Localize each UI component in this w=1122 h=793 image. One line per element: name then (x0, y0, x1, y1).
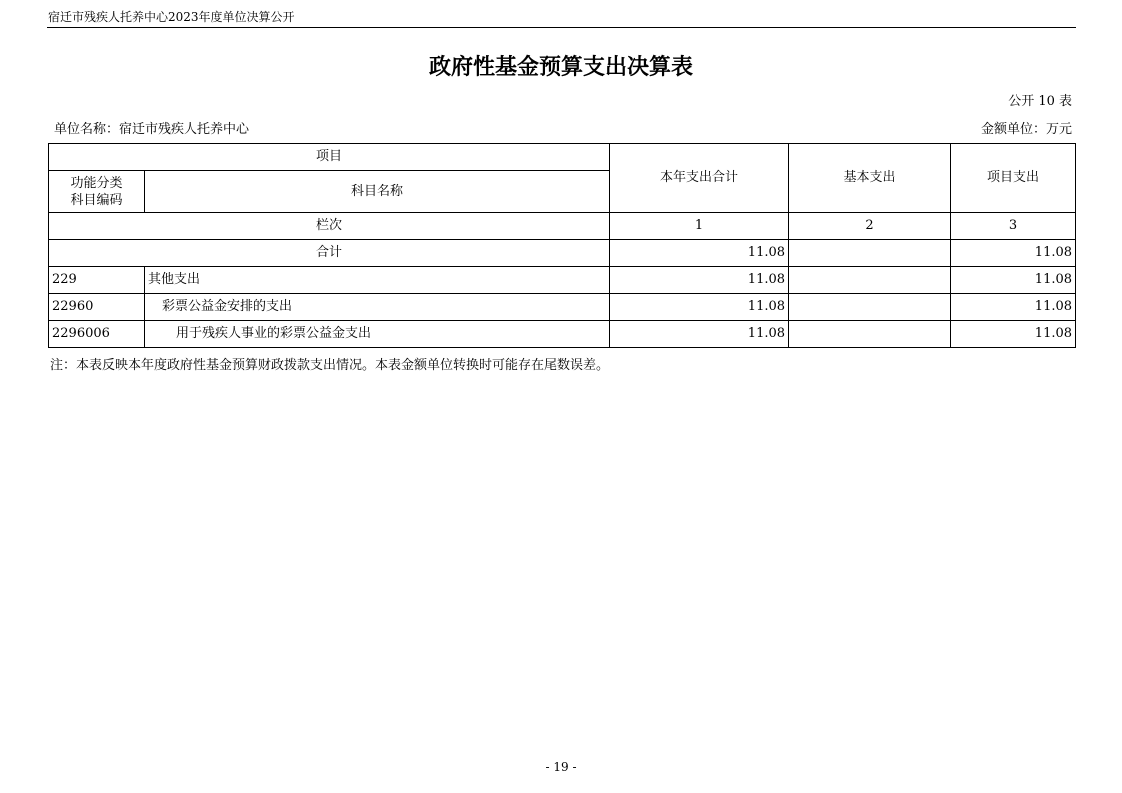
row-code: 2296006 (49, 321, 145, 348)
row-total: 11.08 (610, 294, 789, 321)
header-project: 项目 (49, 144, 610, 171)
table-row (49, 267, 1076, 294)
column-number-3: 3 (951, 213, 1076, 240)
table-header-row (49, 144, 1076, 171)
column-number-2: 2 (789, 213, 951, 240)
row-name: 其他支出 (145, 267, 610, 294)
column-number-1: 1 (610, 213, 789, 240)
amount-unit: 金额单位：万元 (980, 122, 1072, 137)
column-number-row (49, 213, 1076, 240)
total-label: 合计 (49, 240, 610, 267)
row-name: 彩票公益金安排的支出 (145, 294, 610, 321)
row-basic (789, 321, 951, 348)
row-code: 229 (49, 267, 145, 294)
row-basic (789, 267, 951, 294)
header-function-code-text: 功能分类 科目编码 (70, 175, 123, 208)
header-subject-name: 科目名称 (145, 171, 610, 213)
row-basic (789, 294, 951, 321)
document-title: 政府性基金预算支出决算表 (428, 55, 693, 80)
header-total: 本年支出合计 (610, 144, 789, 213)
total-amount: 11.08 (610, 240, 789, 267)
row-total: 11.08 (610, 267, 789, 294)
table-code: 公开 10 表 (1008, 94, 1072, 109)
row-project: 11.08 (951, 294, 1076, 321)
header-function-code (49, 171, 145, 213)
header-basic: 基本支出 (789, 144, 951, 213)
column-number-label: 栏次 (49, 213, 610, 240)
row-name: 用于残疾人事业的彩票公益金支出 (145, 321, 610, 348)
total-basic (789, 240, 951, 267)
total-project: 11.08 (951, 240, 1076, 267)
table-row (49, 321, 1076, 348)
row-project: 11.08 (951, 321, 1076, 348)
running-header: 宿迁市残疾人托养中心2023年度单位决算公开 (48, 10, 295, 24)
table-row (49, 294, 1076, 321)
header-project-expense: 项目支出 (951, 144, 1076, 213)
row-project: 11.08 (951, 267, 1076, 294)
expenditure-table (48, 143, 1076, 348)
row-code: 22960 (49, 294, 145, 321)
footnote: 注：本表反映本年度政府性基金预算财政拨款支出情况。本表金额单位转换时可能存在尾数误差。 (50, 358, 610, 373)
header-rule (47, 27, 1076, 28)
unit-name: 单位名称：宿迁市残疾人托养中心 (54, 122, 250, 137)
total-row (49, 240, 1076, 267)
page-number: - 19 - (545, 760, 577, 774)
row-total: 11.08 (610, 321, 789, 348)
